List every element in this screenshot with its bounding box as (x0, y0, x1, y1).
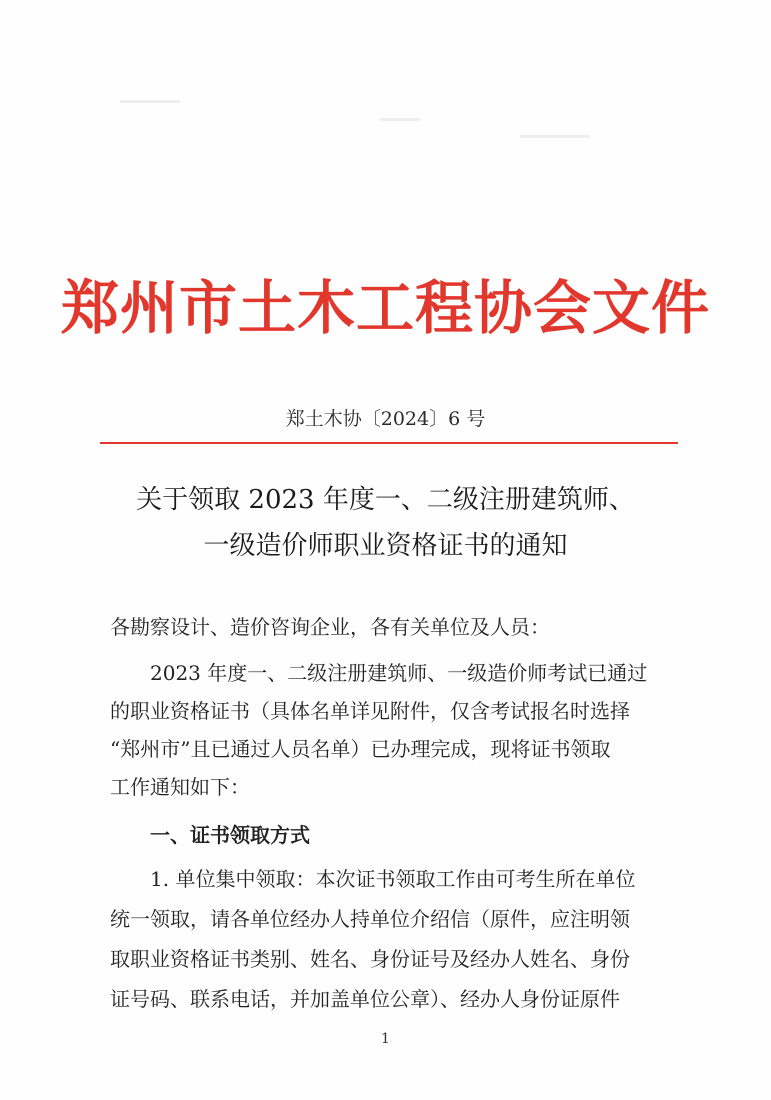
body-line: 证号码、联系电话，并加盖单位公章）、经办人身份证原件 (110, 987, 620, 1011)
page-number: 1 (381, 1031, 390, 1047)
scan-artifact (120, 100, 180, 103)
scan-artifact (520, 135, 590, 138)
org-header-title: 郑州市土木工程协会文件 (60, 274, 710, 342)
body-line: 取职业资格证书类别、姓名、身份证号及经办人姓名、身份 (110, 947, 630, 971)
scan-artifact (380, 118, 420, 121)
notice-title-line-1: 关于领取 2023 年度一、二级注册建筑师、 (136, 485, 635, 515)
body-line: 工作通知如下： (110, 775, 250, 799)
document-number: 郑土木协〔2024〕6 号 (285, 408, 486, 430)
salutation-line: 各勘察设计、造价咨询企业，各有关单位及人员： (110, 615, 550, 639)
body-line: “郑州市”且已通过人员名单）已办理完成，现将证书领取 (110, 737, 611, 761)
body-line: 的职业资格证书（具体名单详见附件，仅含考试报名时选择 (110, 699, 630, 723)
notice-title-line-2: 一级造价师职业资格证书的通知 (203, 531, 568, 561)
section-heading: 一、证书领取方式 (110, 823, 310, 847)
body-line: 统一领取，请各单位经办人持单位介绍信（原件，应注明领 (110, 907, 630, 931)
red-divider-line (100, 442, 678, 444)
body-line: 1. 单位集中领取：本次证书领取工作由可考生所在单位 (110, 867, 636, 891)
body-line: 2023 年度一、二级注册建筑师、一级造价师考试已通过 (110, 661, 648, 685)
